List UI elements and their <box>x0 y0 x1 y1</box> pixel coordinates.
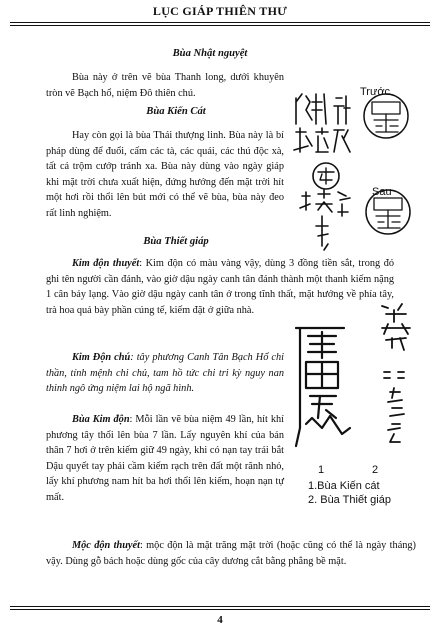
paragraph-nhat-nguyet: Bùa này ở trên vẽ bùa Thanh long, dưới khuyên tròn vẽ Bạch hổ, niệm Đô thiên chú. <box>46 72 284 99</box>
text-kim-don-thuyet: : Kim độn có màu vàng vậy, dùng 3 đồng tiền sắt, trong đó ghi tên người cần đánh, vào giờ dậu ngày canh tân đánh thành một thanh kiếm nặng 1 cân bảy lạng. Vào giờ dậu ngày canh tân ở trong tĩnh thất, mặt hướng về phía tây, trà hoa quả bày phần cúng tế, kiếm đặt ở giữa nhà. <box>46 258 394 316</box>
label-truoc: Trước <box>360 86 391 98</box>
term-moc-don-thuyet: Mộc độn thuyết <box>72 540 140 551</box>
paragraph-bua-kim-don <box>46 412 284 506</box>
text-moc-don-thuyet: : mộc độn là mặt trăng mặt trời (hoặc cũng có thể là ngày tháng) vậy. Dùng gỗ bách hoặc dùng gốc của cây dương cắt bằng phẳng bề mặt. <box>46 540 416 567</box>
caption-kien-cat: 1.Bùa Kiến cát <box>308 480 380 492</box>
term-bua-kim-don: Bùa Kim độn <box>72 414 130 425</box>
talisman-kien-cat-thiet-giap-drawing <box>290 302 440 462</box>
text-kim-don-chu: : tây phương Canh Tân Bạch Hổ chi thần, tính mệnh chi chủ, tam hồ tức chi tri kỳ nguy nan thinh ngô ứng niệm lai hộ ngã hình. <box>46 352 284 395</box>
paragraph-kien-cat: Hay còn gọi là bùa Thái thượng linh. Bùa này là bí pháp dùng để đuổi, cấm các tà, các quái, các thú độc xà, tất cả trộm cướp tránh xa. Bùa này dùng vào ngày giáp khi mặt trời chưa xuất hiện, đứng hướng đến mặt trời hít một hơi rồi thổi lên bút mới có thể vẽ bùa, bùa này đeo rất linh nghiệm. <box>46 130 284 219</box>
text-bua-kim-don: : Mỗi lần vẽ bùa niệm 49 lần, hít khí phương tây thổi lên bùa 7 lần. Lấy nguyên khí của bản thân 7 hơi ở trên kiếm giữ 49 ngày, khi có nạn tay trái bắt Dậu quyết tay phải cầm kiếm rạch trên đất một rãnh nhỏ, lấy khí phương nam hít ba hơi thổi lên kiếm, hoạn nạn tự mất. <box>46 414 284 503</box>
footer-rule <box>10 606 430 607</box>
running-header: LỤC GIÁP THIÊN THƯ <box>152 4 288 18</box>
heading-nhat-nguyet: Bùa Nhật nguyệt <box>172 48 248 59</box>
header-rule <box>10 22 430 23</box>
paragraph-kim-don-chu <box>46 350 284 397</box>
header-rule-thin <box>10 25 430 26</box>
page-number: 4 <box>217 614 223 626</box>
term-kim-don-thuyet: Kim độn thuyết <box>72 258 140 269</box>
talisman-nhat-nguyet-drawing <box>288 84 438 254</box>
label-sau: Sau <box>372 186 392 198</box>
term-kim-don-chu: Kim Độn chú <box>72 352 131 363</box>
fig-number-1: 1 <box>318 464 325 476</box>
caption-thiet-giap: 2. Bùa Thiết giáp <box>308 494 391 506</box>
heading-thiet-giap: Bùa Thiết giáp <box>143 236 209 247</box>
fig-number-2: 2 <box>372 464 379 476</box>
footer-rule-thin <box>10 609 430 610</box>
heading-kien-cat: Bùa Kiến Cát <box>146 106 206 117</box>
paragraph-moc-don-thuyet <box>46 538 416 569</box>
